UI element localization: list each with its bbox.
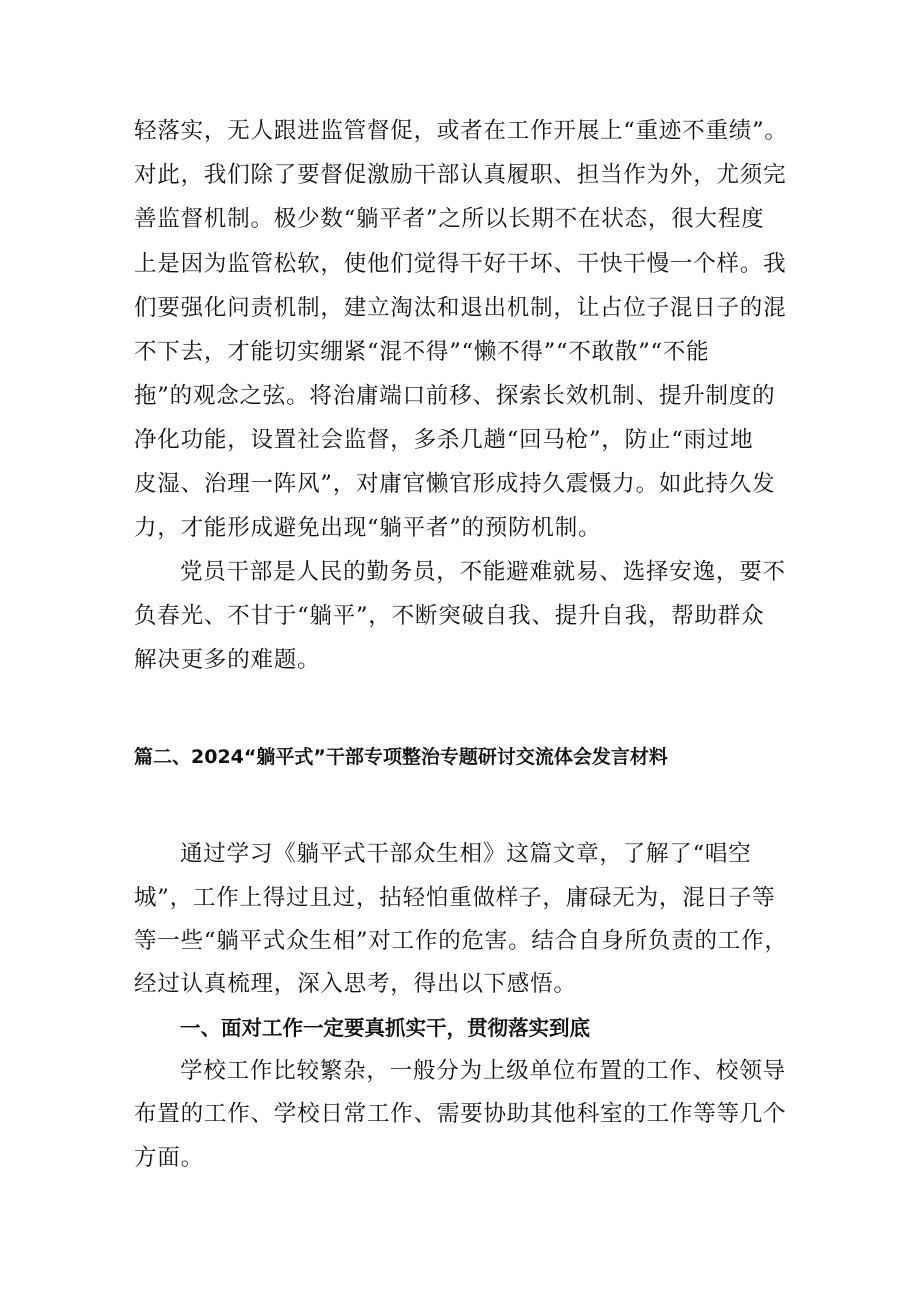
- text-line: 经过认真梳理，深入思考，得出以下感悟。: [134, 971, 577, 997]
- text-line: 力，才能形成避免出现“躺平者”的预防机制。: [134, 515, 602, 541]
- text-line: 通过学习《躺平式干部众生相》这篇文章，了解了“唱空: [180, 841, 752, 867]
- text-line: 不下去，才能切实绷紧“混不得”“懒不得”“不敢散”“不能: [134, 339, 710, 365]
- text-line: 拖”的观念之弦。将治庸端口前移、探索长效机制、提升制度的: [134, 383, 776, 409]
- text-line: 等一些“躺平式众生相”对工作的危害。结合自身所负责的工作，: [134, 928, 788, 954]
- text-line: 善监督机制。极少数“躺平者”之所以长期不在状态，很大程度: [134, 206, 765, 232]
- text-line: 党员干部是人民的勤务员，不能避难就易、选择安逸，要不: [180, 559, 786, 585]
- text-line: 净化功能，设置社会监督，多杀几趟“回马枪”，防止“雨过地: [134, 427, 754, 453]
- text-line: 解决更多的难题。: [134, 647, 321, 673]
- text-line: 负春光、不甘于“躺平”，不断突破自我、提升自我，帮助群众: [134, 603, 765, 629]
- subheading-point-one: 一、面对工作一定要真抓实干，贯彻落实到底: [180, 1016, 590, 1040]
- text-line: 上是因为监管松软，使他们觉得干好干坏、干快干慢一个样。我: [134, 251, 787, 277]
- text-line: 轻落实，无人跟进监管督促，或者在工作开展上“重迹不重绩”。: [134, 118, 788, 144]
- text-line: 方面。: [134, 1145, 204, 1171]
- text-line: 们要强化问责机制，建立淘汰和退出机制，让占位子混日子的混: [134, 295, 787, 321]
- section-title: 篇二、2024“躺平式”干部专项整治专题研讨交流体会发言材料: [134, 746, 668, 768]
- text-line: 皮湿、治理一阵风”，对庸官懒官形成持久震慑力。如此持久发: [134, 471, 776, 497]
- text-line: 对此，我们除了要督促激励干部认真履职、担当作为外，尤须完: [134, 162, 787, 188]
- text-line: 布置的工作、学校日常工作、需要协助其他科室的工作等等几个: [134, 1101, 787, 1127]
- text-line: 城”，工作上得过且过，拈轻怕重做样子，庸碌无为，混日子等: [134, 885, 776, 911]
- text-line: 学校工作比较繁杂，一般分为上级单位布置的工作、校领导: [180, 1058, 786, 1084]
